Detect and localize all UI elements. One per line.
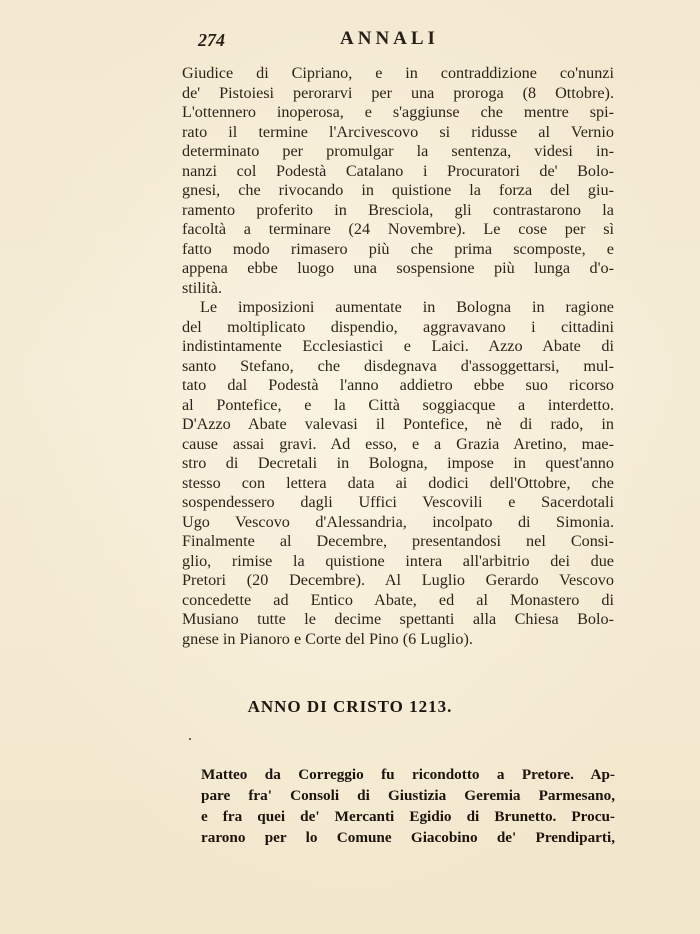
section-title: ANNO DI CRISTO 1213.	[247, 697, 453, 716]
running-head: ANNALI	[340, 28, 439, 49]
text-line: facoltà a terminare (24 Novembre). Le cose per sì	[182, 220, 614, 238]
text-line: stro di Decretali in Bologna, impose in quest'anno	[182, 454, 614, 472]
text-line: Le imposizioni aumentate in Bologna in ragione	[200, 298, 614, 316]
text-line: L'ottennero inoperosa, e s'aggiunse che mentre spi-	[182, 103, 614, 121]
text-line: stesso con lettera data ai dodici dell'Ottobre, che	[182, 473, 614, 492]
text-line: gnese in Pianoro e Corte del Pino (6 Luglio).	[182, 629, 473, 648]
text-line: sospendessero dagli Uffici Vescovili e Sacerdotali	[182, 493, 614, 511]
text-line: Ugo Vescovo d'Alessandria, incolpato di Simonia.	[182, 512, 614, 531]
text-line: glio, rimise la quistione intera all'arbitrio dei due	[182, 551, 614, 570]
text-line: Matteo da Correggio fu ricondotto a Pretore. Ap-	[201, 766, 615, 783]
text-line: Giudice di Cipriano, e in contraddizione co'nunzi	[182, 64, 614, 82]
text-line: nanzi col Podestà Catalano i Procuratori de' Bolo-	[182, 161, 614, 180]
text-line: tato dal Podestà l'anno addietro ebbe suo ricorso	[182, 376, 614, 394]
text-line: stilità.	[182, 278, 223, 297]
text-line: ramento proferito in Bresciola, gli contrastarono la	[182, 200, 614, 219]
bold-paragraph	[201, 764, 615, 848]
text-line: indistintamente Ecclesiastici e Laici. Azzo Abate di	[182, 337, 614, 355]
text-line: e fra quei de' Mercanti Egidio di Brunetto. Procu-	[201, 808, 615, 825]
text-line: Finalmente al Decembre, presentandosi nel Consi-	[182, 532, 614, 550]
text-line: del moltiplicato dispendio, aggravavano i cittadini	[182, 317, 614, 336]
text-line: concedette ad Entico Abate, ed al Monastero di	[182, 590, 614, 609]
text-line: appena ebbe luogo una sospensione più lunga d'o-	[182, 259, 614, 277]
text-line: fatto modo rimasero più che prima scomposte, e	[182, 239, 614, 258]
text-line: determinato per promulgar la sentenza, videsi in-	[182, 142, 614, 160]
text-line: santo Stefano, che disdegnava d'assoggettarsi, mul-	[182, 356, 614, 375]
text-line: de' Pistoiesi perorarvi per una proroga (8 Ottobre).	[182, 83, 614, 102]
body-text	[182, 64, 614, 649]
text-line: rarono per lo Comune Giacobino de' Prendiparti,	[201, 829, 615, 846]
page-number: 274	[198, 30, 225, 50]
text-line: D'Azzo Abate valevasi il Pontefice, nè di rado, in	[182, 415, 614, 433]
text-line: Pretori (20 Decembre). Al Luglio Gerardo Vescovo	[182, 571, 614, 589]
page-header	[198, 28, 458, 54]
text-line: gnesi, che rivocando in quistione la forza del giu-	[182, 181, 614, 199]
text-line: Musiano tutte le decime spettanti alla Chiesa Bolo-	[182, 610, 614, 628]
text-line: rato il termine l'Arcivescovo si ridusse al Vernio	[182, 122, 614, 141]
text-line: pare fra' Consoli di Giustizia Geremia Parmesano,	[201, 787, 615, 804]
ink-speck	[189, 738, 191, 740]
text-line: cause assai gravi. Ad esso, e a Grazia Aretino, mae-	[182, 434, 614, 453]
text-line: al Pontefice, e la Città soggiacque a interdetto.	[182, 395, 614, 414]
